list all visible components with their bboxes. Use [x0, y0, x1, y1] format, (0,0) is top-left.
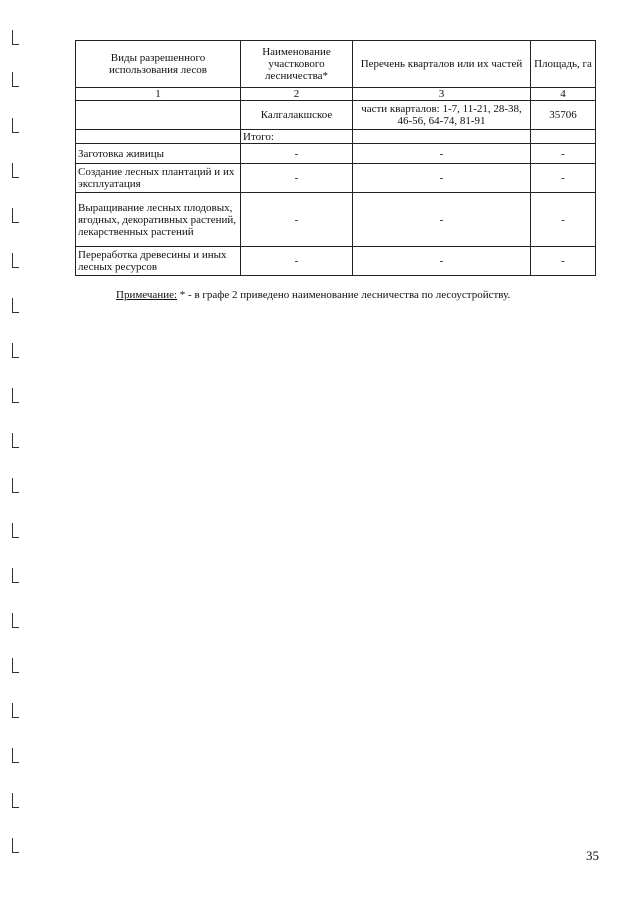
binding-mark [12, 838, 19, 853]
header-quarters: Перечень кварталов или их частей [353, 41, 531, 88]
total-row [76, 130, 596, 144]
binding-mark [12, 298, 19, 313]
empty-cell [76, 101, 241, 130]
binding-mark [12, 433, 19, 448]
column-number: 4 [531, 88, 596, 101]
footnote [116, 289, 510, 301]
quarters-list: части кварталов: 1-7, 11-21, 28-38, 46-56, 64-74, 81-91 [353, 101, 531, 130]
binding-mark [12, 30, 19, 45]
quarters-cell: - [353, 247, 531, 276]
total-label: Итого: [241, 130, 353, 144]
table-header-row [76, 41, 596, 88]
table-row [76, 144, 596, 164]
binding-mark [12, 343, 19, 358]
area-cell: - [531, 144, 596, 164]
binding-mark [12, 163, 19, 178]
use-type-cell: Выращивание лесных плодовых, ягодных, декоративных растений, лекарственных растений [76, 193, 241, 247]
forestry-cell: - [241, 144, 353, 164]
forestry-row [76, 101, 596, 130]
table-row [76, 247, 596, 276]
binding-mark [12, 793, 19, 808]
column-number-row [76, 88, 596, 101]
area-cell: - [531, 164, 596, 193]
quarters-cell: - [353, 144, 531, 164]
forestry-cell: - [241, 164, 353, 193]
binding-mark [12, 72, 19, 87]
binding-mark [12, 613, 19, 628]
quarters-cell: - [353, 164, 531, 193]
forestry-cell: - [241, 193, 353, 247]
forest-use-table [75, 40, 596, 276]
empty-cell [531, 130, 596, 144]
binding-mark [12, 388, 19, 403]
table-row [76, 193, 596, 247]
empty-cell [76, 130, 241, 144]
footnote-label: Примечание: [116, 289, 178, 301]
binding-mark [12, 658, 19, 673]
use-type-cell: Переработка древесины и иных лесных ресурсов [76, 247, 241, 276]
area-cell: - [531, 247, 596, 276]
footnote-text: * - в графе 2 приведено наименование лесничества по лесоустройству. [177, 289, 511, 301]
binding-mark [12, 748, 19, 763]
binding-mark [12, 118, 19, 133]
binding-mark [12, 568, 19, 583]
binding-mark [12, 703, 19, 718]
forestry-cell: - [241, 247, 353, 276]
area-value: 35706 [531, 101, 596, 130]
forestry-name: Калгалакшское [241, 101, 353, 130]
table-row [76, 164, 596, 193]
quarters-cell: - [353, 193, 531, 247]
column-number: 1 [76, 88, 241, 101]
binding-mark [12, 208, 19, 223]
column-number: 2 [241, 88, 353, 101]
use-type-cell: Заготовка живицы [76, 144, 241, 164]
empty-cell [353, 130, 531, 144]
binding-mark [12, 253, 19, 268]
binding-margin [0, 0, 40, 905]
page-number: 35 [586, 848, 599, 863]
header-use-type: Виды разрешенного использования лесов [76, 41, 241, 88]
header-area: Площадь, га [531, 41, 596, 88]
binding-mark [12, 478, 19, 493]
binding-mark [12, 523, 19, 538]
use-type-cell: Создание лесных плантаций и их эксплуатация [76, 164, 241, 193]
area-cell: - [531, 193, 596, 247]
header-forestry: Наименование участкового лесничества* [241, 41, 353, 88]
column-number: 3 [353, 88, 531, 101]
